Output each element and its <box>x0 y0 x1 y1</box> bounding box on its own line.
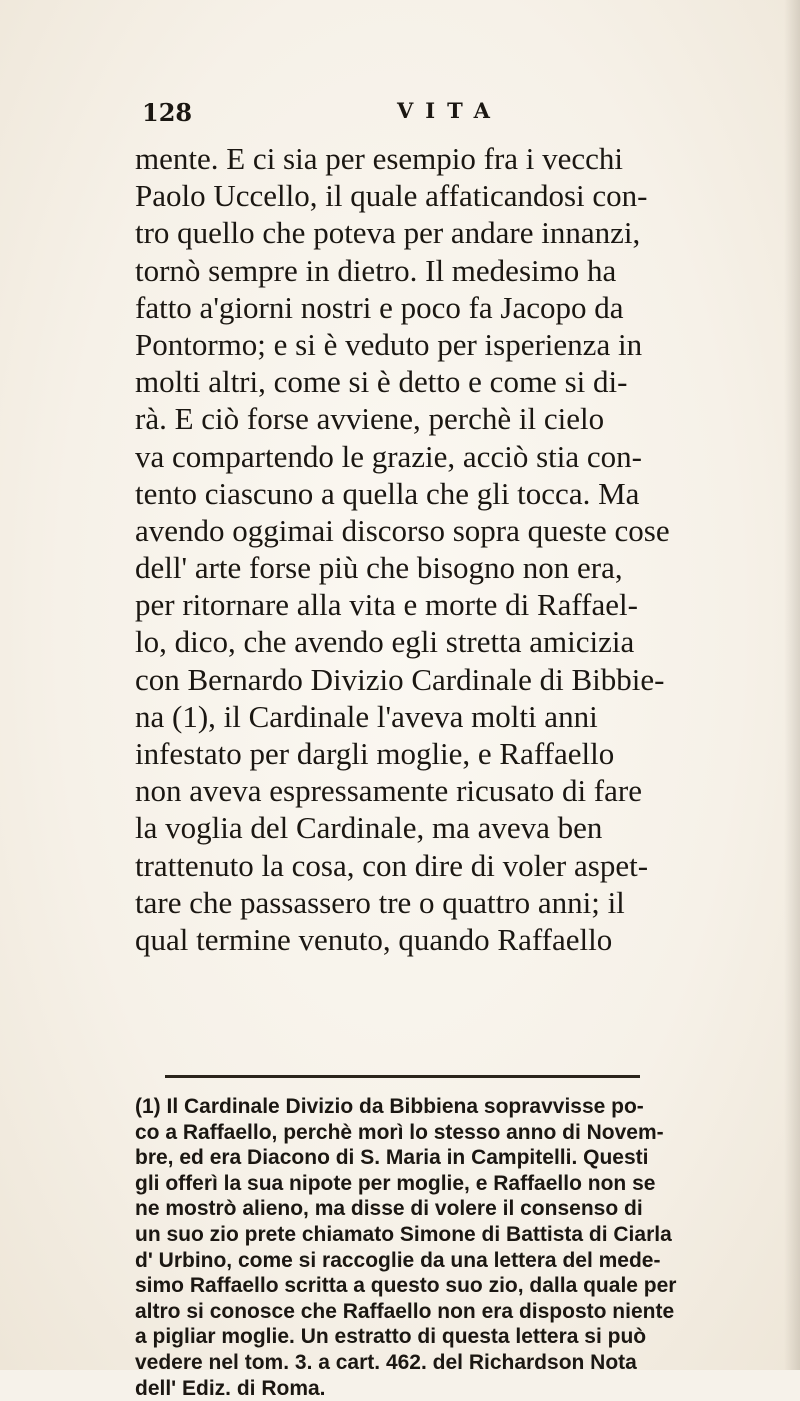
footnote-line: (1) Il Cardinale Divizio da Bibbiena sopravvisse po- <box>135 1095 644 1118</box>
body-line: con Bernardo Divizio Cardinale di Bibbie- <box>135 661 665 697</box>
body-line: va compartendo le grazie, acciò stia con- <box>135 438 642 474</box>
footnote-line: un suo zio prete chiamato Simone di Battista di Ciarla <box>135 1222 672 1246</box>
body-line: Paolo Uccello, il quale affaticandosi con- <box>135 178 648 214</box>
footnote <box>135 1094 675 1401</box>
body-text <box>135 140 675 958</box>
body-line: dell' arte forse più che bisogno non era, <box>135 550 623 586</box>
body-line: per ritornare alla vita e morte di Raffael- <box>135 587 638 623</box>
footnote-line: dell' Ediz. di Roma. <box>135 1376 326 1400</box>
body-line: lo, dico, che avendo egli stretta amicizia <box>135 624 635 660</box>
page-number: 128 <box>142 98 193 127</box>
footnote-line: bre, ed era Diacono di S. Maria in Campitelli. Questi <box>135 1146 649 1170</box>
footnote-rule <box>165 1075 640 1078</box>
body-line: tro quello che poteva per andare innanzi, <box>135 215 641 251</box>
body-line: infestato per dargli moglie, e Raffaello <box>135 736 615 771</box>
body-line: na (1), il Cardinale l'aveva molti anni <box>135 698 598 734</box>
footnote-line: co a Raffaello, perchè morì lo stesso anno di Novem- <box>135 1120 664 1144</box>
footnote-line: d' Urbino, come si raccoglie da una lettera del mede- <box>135 1248 661 1272</box>
footnote-line: altro si conosce che Raffaello non era disposto niente <box>135 1299 675 1323</box>
running-title: VITA <box>397 98 502 123</box>
footnote-line: vedere nel tom. 3. a cart. 462. del Richardson Nota <box>135 1350 637 1374</box>
footnote-line: gli offerì la sua nipote per moglie, e Raffaello non se <box>135 1171 656 1195</box>
body-line: qual termine venuto, quando Raffaello <box>135 921 613 957</box>
body-line: trattenuto la cosa, con dire di voler aspet- <box>135 847 649 883</box>
body-line: non aveva espressamente ricusato di fare <box>135 773 642 809</box>
body-line: mente. E ci sia per esempio fra i vecchi <box>135 141 624 176</box>
footnote-line: simo Raffaello scritta a questo suo zio, dalla quale per <box>135 1274 677 1298</box>
body-line: rà. E ciò forse avviene, perchè il cielo <box>135 401 605 437</box>
footnote-line: a pigliar moglie. Un estratto di questa lettera si può <box>135 1325 647 1349</box>
body-line: molti altri, come si è detto e come si di- <box>135 364 628 400</box>
body-line: tare che passassero tre o quattro anni; il <box>135 884 625 920</box>
page-edge-shadow <box>784 0 800 1370</box>
page-header <box>142 98 662 138</box>
body-line: tornò sempre in dietro. Il medesimo ha <box>135 252 617 288</box>
body-line: fatto a'giorni nostri e poco fa Jacopo da <box>135 289 624 325</box>
body-line: Pontormo; e si è veduto per isperienza in <box>135 326 643 362</box>
body-line: tento ciascuno a quella che gli tocca. Ma <box>135 475 640 511</box>
footnote-line: ne mostrò alieno, ma disse di volere il consenso di <box>135 1197 643 1221</box>
body-line: la voglia del Cardinale, ma aveva ben <box>135 810 603 846</box>
body-line: avendo oggimai discorso sopra queste cose <box>135 512 670 548</box>
